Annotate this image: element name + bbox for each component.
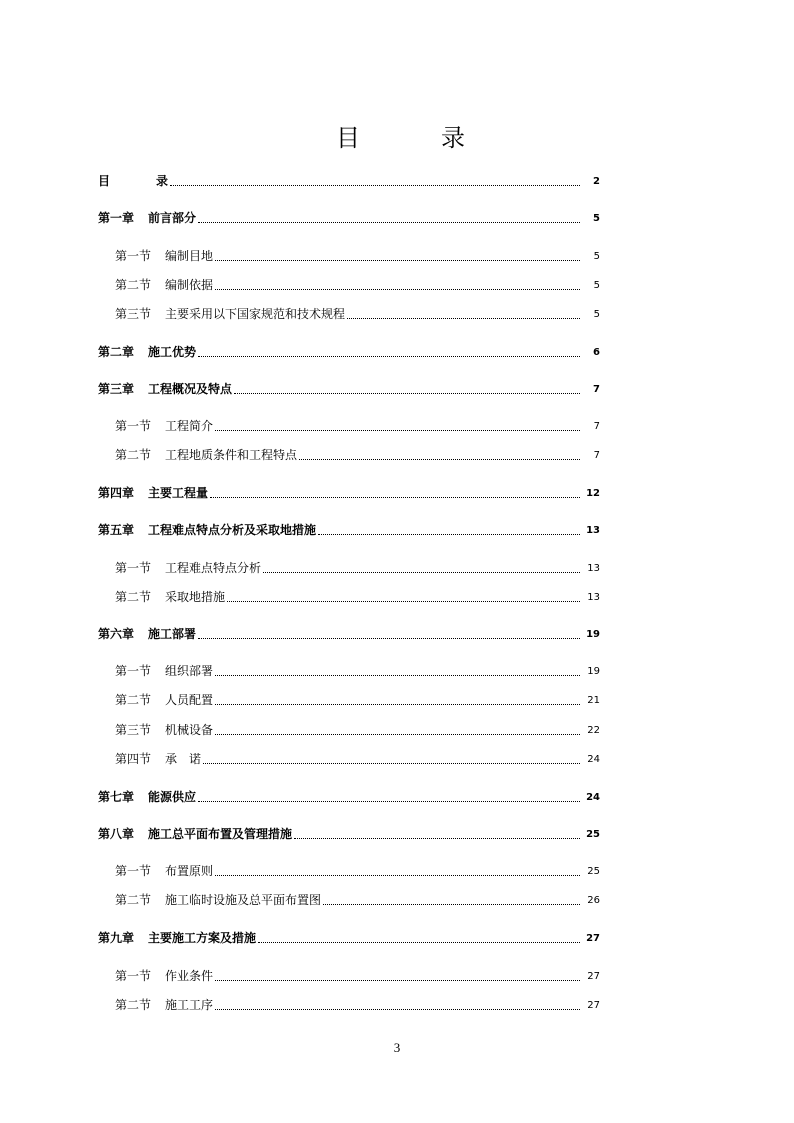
- toc-entry-title: 工程难点特点分析: [165, 561, 262, 575]
- toc-entry-title: 前言部分: [148, 211, 197, 225]
- toc-section-row[interactable]: [115, 722, 600, 738]
- toc-entry-number: 第九章: [98, 931, 135, 945]
- toc-section-row[interactable]: [115, 692, 600, 708]
- toc-entry-number: 第三章: [98, 382, 135, 396]
- toc-entry-title: 编制依据: [165, 278, 214, 292]
- toc-page-number: 27: [587, 1000, 600, 1011]
- toc-chapter-row[interactable]: [98, 826, 600, 842]
- toc-entry-label: [115, 863, 213, 879]
- toc-dot-leader: [215, 259, 580, 261]
- toc-entry-label: [115, 589, 225, 605]
- toc-entry-title: 主要采用以下国家规范和技术规程: [165, 307, 346, 321]
- toc-entry-label: [98, 789, 196, 805]
- toc-entry-label: [98, 626, 196, 642]
- toc-entry-title: 主要工程量: [148, 486, 209, 500]
- toc-dot-leader: [198, 355, 580, 357]
- toc-page-number: 21: [587, 695, 600, 706]
- toc-entry-number: 第二节: [115, 590, 152, 604]
- toc-entry-title: 工程地质条件和工程特点: [165, 448, 298, 462]
- toc-dot-leader: [203, 762, 580, 764]
- toc-entry-number: 第二节: [115, 693, 152, 707]
- toc-entry-number: 第五章: [98, 523, 135, 537]
- toc-section-row[interactable]: [115, 306, 600, 322]
- toc-entry-number: 第八章: [98, 827, 135, 841]
- toc-section-row[interactable]: [115, 997, 600, 1013]
- toc-page-number: 5: [593, 251, 600, 262]
- toc-entry-number: 第四章: [98, 486, 135, 500]
- toc-entry-title: 施工临时设施及总平面布置图: [165, 893, 322, 907]
- toc-entry-label: [115, 692, 213, 708]
- toc-dot-leader: [210, 496, 580, 498]
- toc-entry-title: 施工总平面布置及管理措施: [148, 827, 293, 841]
- toc-chapter-row[interactable]: [98, 210, 600, 226]
- toc-entry-number: 第一节: [115, 969, 152, 983]
- toc-page-number: 7: [593, 384, 600, 395]
- toc-entry-title: 施工工序: [165, 998, 214, 1012]
- toc-entry-label: [115, 447, 297, 463]
- toc-entry-number: 第一节: [115, 561, 152, 575]
- toc-dot-leader: [215, 1008, 580, 1010]
- toc-entry-label: [115, 663, 213, 679]
- toc-page-number: 5: [593, 309, 600, 320]
- toc-entry-number: 第三节: [115, 723, 152, 737]
- toc-entry-title: 布置原则: [165, 864, 214, 878]
- toc-chapter-row[interactable]: [98, 173, 600, 189]
- toc-entry-title: 采取地措施: [165, 590, 226, 604]
- toc-entry-label: [115, 722, 213, 738]
- toc-entry-label: [115, 892, 321, 908]
- page-title-char-2: 录: [441, 124, 465, 152]
- toc-entry-label: [115, 968, 213, 984]
- toc-dot-leader: [198, 637, 580, 639]
- toc-entry-label: [115, 277, 213, 293]
- toc-entry-label: [98, 485, 208, 501]
- toc-page-number: 25: [587, 866, 600, 877]
- toc-page-number: 13: [587, 563, 600, 574]
- toc-entry-number: 第二节: [115, 893, 152, 907]
- toc-entry-number: 第二节: [115, 448, 152, 462]
- toc-dot-leader: [215, 288, 580, 290]
- toc-dot-leader: [318, 533, 580, 535]
- toc-entry-number: 第七章: [98, 790, 135, 804]
- toc-entry-title: 能源供应: [148, 790, 197, 804]
- toc-entry-title: 施工优势: [148, 345, 197, 359]
- toc-section-row[interactable]: [115, 863, 600, 879]
- toc-entry-number: 第二节: [115, 278, 152, 292]
- toc-entry-label: [98, 930, 256, 946]
- toc-chapter-row[interactable]: [98, 789, 600, 805]
- toc-dot-leader: [215, 874, 580, 876]
- toc-dot-leader: [198, 800, 580, 802]
- toc-page-number: 24: [587, 754, 600, 765]
- toc-entry-title: 组织部署: [165, 664, 214, 678]
- toc-entry-label: [115, 997, 213, 1013]
- toc-page-number: 27: [587, 971, 600, 982]
- toc-dot-leader: [198, 221, 580, 223]
- toc-entry-title: 施工部署: [148, 627, 197, 641]
- toc-entry-title: 机械设备: [165, 723, 214, 737]
- toc-entry-number: 第三节: [115, 307, 152, 321]
- toc-page-number: 26: [587, 895, 600, 906]
- toc-entry-number: 第一节: [115, 419, 152, 433]
- toc-chapter-row[interactable]: [98, 344, 600, 360]
- toc-page-number: 2: [593, 176, 600, 187]
- toc-page-number: 27: [586, 933, 600, 944]
- toc-entry-label: [98, 344, 196, 360]
- toc-entry-label: [98, 210, 196, 226]
- toc-section-row[interactable]: [115, 663, 600, 679]
- toc-entry-label: [115, 248, 213, 264]
- toc-dot-leader: [215, 429, 580, 431]
- toc-entry-label: [98, 522, 316, 538]
- toc-entry-label: [98, 826, 292, 842]
- toc-entry-label: [115, 560, 261, 576]
- toc-dot-leader: [215, 703, 580, 705]
- toc-entry-title: 主要施工方案及措施: [148, 931, 257, 945]
- toc-page-number: 13: [586, 525, 600, 536]
- toc-chapter-row[interactable]: [98, 381, 600, 397]
- toc-entry-number: 第四节: [115, 752, 152, 766]
- toc-dot-leader: [263, 571, 580, 573]
- toc-section-row[interactable]: [115, 418, 600, 434]
- toc-entry-title: 录: [156, 174, 169, 188]
- toc-entry-number: 第六章: [98, 627, 135, 641]
- toc-page-number: 12: [586, 488, 600, 499]
- toc-section-row[interactable]: [115, 447, 600, 463]
- toc-entry-number: 第二章: [98, 345, 135, 359]
- toc-dot-leader: [170, 184, 580, 186]
- toc-chapter-row[interactable]: [98, 626, 600, 642]
- page-title-char-1: 目: [336, 124, 360, 152]
- toc-entry-number: 目: [98, 174, 111, 188]
- toc-page-number: 5: [593, 213, 600, 224]
- toc-section-row[interactable]: [115, 751, 600, 767]
- toc-entry-label: [115, 418, 213, 434]
- toc-page-number: 7: [593, 450, 600, 461]
- toc-page-number: 7: [593, 421, 600, 432]
- toc-entry-title: 工程难点特点分析及采取地措施: [148, 523, 317, 537]
- toc-section-row[interactable]: [115, 892, 600, 908]
- toc-entry-title: 工程概况及特点: [148, 382, 233, 396]
- toc-dot-leader: [215, 733, 580, 735]
- toc-entry-title: 编制目地: [165, 249, 214, 263]
- toc-section-row[interactable]: [115, 560, 600, 576]
- toc-entry-number: 第一章: [98, 211, 135, 225]
- toc-entry-label: [98, 381, 232, 397]
- toc-entry-title: 人员配置: [165, 693, 214, 707]
- toc-page-number: 5: [593, 280, 600, 291]
- toc-chapter-row[interactable]: [98, 930, 600, 946]
- toc-dot-leader: [234, 392, 580, 394]
- toc-chapter-row[interactable]: [98, 485, 600, 501]
- toc-page-number: 25: [586, 829, 600, 840]
- footer-page-number: 3: [393, 1040, 401, 1055]
- toc-page-number: 6: [593, 347, 600, 358]
- toc-entry-label: [98, 173, 168, 189]
- toc-dot-leader: [215, 979, 580, 981]
- toc-entry-label: [115, 751, 201, 767]
- toc-dot-leader: [258, 941, 580, 943]
- toc-dot-leader: [215, 674, 580, 676]
- toc-entry-title: 工程简介: [165, 419, 214, 433]
- toc-entry-number: 第一节: [115, 664, 152, 678]
- toc-entry-number: 第一节: [115, 249, 152, 263]
- toc-page-number: 19: [586, 629, 600, 640]
- toc-page-number: 13: [587, 592, 600, 603]
- toc-dot-leader: [294, 837, 580, 839]
- toc-entry-title: 作业条件: [165, 969, 214, 983]
- toc-entry-number: 第一节: [115, 864, 152, 878]
- toc-chapter-row[interactable]: [98, 522, 600, 538]
- toc-section-row[interactable]: [115, 589, 600, 605]
- toc-page-number: 19: [587, 666, 600, 677]
- toc-dot-leader: [227, 600, 580, 602]
- toc-dot-leader: [347, 317, 580, 319]
- toc-page-number: 24: [586, 792, 600, 803]
- toc-dot-leader: [323, 903, 580, 905]
- toc-section-row[interactable]: [115, 248, 600, 264]
- toc-dot-leader: [299, 458, 580, 460]
- toc-page-number: 22: [587, 725, 600, 736]
- toc-section-row[interactable]: [115, 968, 600, 984]
- toc-section-row[interactable]: [115, 277, 600, 293]
- toc-entry-label: [115, 306, 345, 322]
- toc-entry-title: 承 诺: [165, 752, 202, 766]
- toc-entry-number: 第二节: [115, 998, 152, 1012]
